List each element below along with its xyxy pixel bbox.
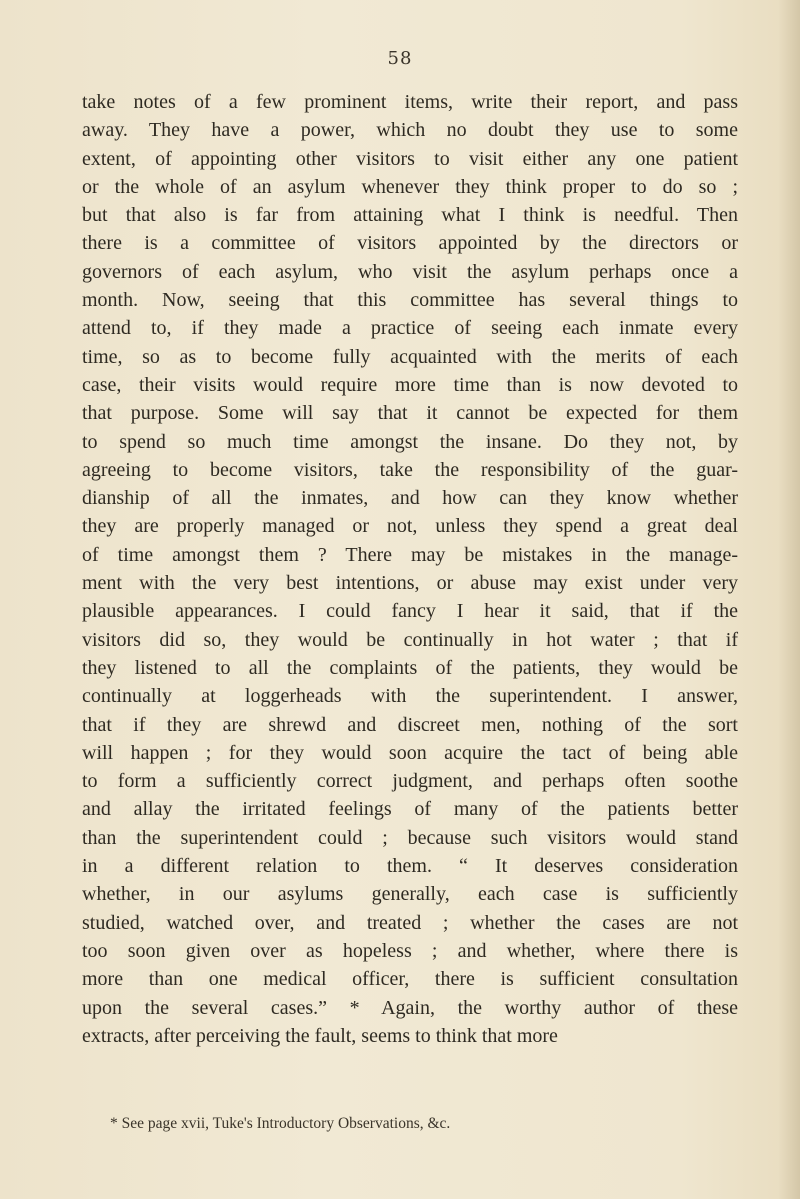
text-line: ment with the very best intentions, or abuse may exist under very <box>82 572 738 595</box>
text-line: that purpose. Some will say that it cannot be expected for them <box>82 402 738 425</box>
text-line: continually at loggerheads with the superintendent. I answer, <box>82 685 738 708</box>
text-line: in a different relation to them. “ It deserves consideration <box>82 855 738 878</box>
text-line: dianship of all the inmates, and how can they know whether <box>82 487 738 510</box>
text-line: too soon given over as hopeless ; and whether, where there is <box>82 939 738 962</box>
text-line: there is a committee of visitors appointed by the directors or <box>82 232 738 255</box>
text-line: extent, of appointing other visitors to visit either any one patient <box>82 147 738 170</box>
text-line: agreeing to become visitors, take the responsibility of the guar- <box>82 458 738 481</box>
text-line: whether, in our asylums generally, each case is sufficiently <box>82 883 738 906</box>
body-text <box>82 88 738 1050</box>
footnote: * See page xvii, Tuke's Introductory Observations, &c. <box>110 1115 451 1132</box>
text-line: plausible appearances. I could fancy I hear it said, that if the <box>82 600 738 623</box>
text-line: they are properly managed or not, unless they spend a great deal <box>82 515 738 538</box>
text-line: visitors did so, they would be continually in hot water ; that if <box>82 628 738 651</box>
text-line: away. They have a power, which no doubt they use to some <box>82 119 738 142</box>
text-line: that if they are shrewd and discreet men, nothing of the sort <box>82 713 738 736</box>
text-line: case, their visits would require more time than is now devoted to <box>82 373 738 396</box>
text-line: and allay the irritated feelings of many of the patients better <box>82 798 738 821</box>
text-line: studied, watched over, and treated ; whether the cases are not <box>82 911 738 934</box>
text-line: attend to, if they made a practice of seeing each inmate every <box>82 317 738 340</box>
text-line: they listened to all the complaints of the patients, they would be <box>82 656 738 679</box>
text-line: governors of each asylum, who visit the asylum perhaps once a <box>82 260 738 283</box>
text-line: than the superintendent could ; because such visitors would stand <box>82 826 738 849</box>
text-line: more than one medical officer, there is sufficient consultation <box>82 968 738 991</box>
text-line: take notes of a few prominent items, write their report, and pass <box>82 91 738 113</box>
text-line: time, so as to become fully acquainted with the merits of each <box>82 345 738 368</box>
text-line: extracts, after perceiving the fault, seems to think that more <box>82 1024 558 1047</box>
text-line: upon the several cases.” * Again, the worthy author of these <box>82 996 738 1019</box>
text-line: or the whole of an asylum whenever they think proper to do so ; <box>82 175 738 198</box>
page-number: 58 <box>387 48 413 69</box>
page-edge-shadow <box>778 0 800 1199</box>
text-line: to spend so much time amongst the insane. Do they not, by <box>82 430 738 453</box>
text-line: to form a sufficiently correct judgment, and perhaps often soothe <box>82 770 738 793</box>
text-line: of time amongst them ? There may be mistakes in the manage- <box>82 543 738 566</box>
text-line: but that also is far from attaining what I think is needful. Then <box>82 204 738 227</box>
text-line: will happen ; for they would soon acquire the tact of being able <box>82 741 738 764</box>
text-line: month. Now, seeing that this committee has several things to <box>82 289 738 312</box>
